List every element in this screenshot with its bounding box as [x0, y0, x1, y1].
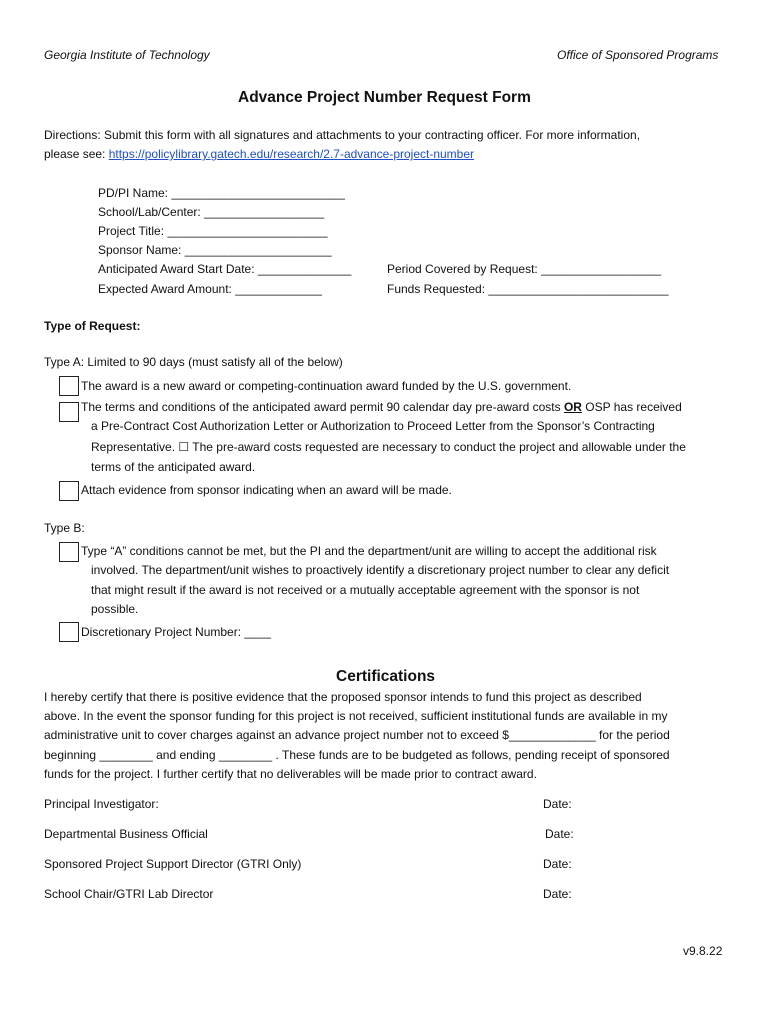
pi-name-field[interactable]: PD/PI Name: __________________________: [98, 186, 345, 200]
type-b-heading: Type B:: [44, 521, 85, 535]
certification-line4: beginning ________ and ending ________ . These funds are to be budgeted as follows, pending receipt of sponsored: [44, 748, 670, 762]
type-a-item-2-line3: Representative. ☐ The pre-award costs requested are necessary to conduct the project and allowable under the: [91, 440, 686, 454]
type-a-item-2-line2: a Pre-Contract Cost Authorization Letter or Authorization to Proceed Letter from the Sponsor’s Contracting: [91, 419, 655, 433]
signature-date-gtri: Date:: [543, 857, 572, 871]
directions-prefix: please see:: [44, 147, 109, 161]
type-a-checkbox-3[interactable]: [59, 481, 79, 501]
signature-label-pi: Principal Investigator:: [44, 797, 159, 811]
award-amount-field[interactable]: Expected Award Amount: _____________: [98, 282, 322, 296]
or-emphasis: OR: [563, 400, 582, 414]
version-label: v9.8.22: [683, 944, 723, 958]
type-b-checkbox-1[interactable]: [59, 542, 79, 562]
period-covered-field[interactable]: Period Covered by Request: __________________: [387, 262, 662, 276]
signature-label-dbo: Departmental Business Official: [44, 827, 208, 841]
type-a-heading: Type A: Limited to 90 days (must satisfy all of the below): [44, 355, 343, 369]
start-date-field[interactable]: Anticipated Award Start Date: ______________: [98, 262, 352, 276]
school-field[interactable]: School/Lab/Center: __________________: [98, 205, 325, 219]
certifications-title: Certifications: [336, 668, 436, 685]
sponsor-name-field[interactable]: Sponsor Name: ______________________: [98, 243, 332, 257]
signature-label-chair: School Chair/GTRI Lab Director: [44, 887, 214, 901]
directions-line1: Directions: Submit this form with all signatures and attachments to your contracting officer. For more information,: [44, 128, 641, 142]
certification-line1: I hereby certify that there is positive evidence that the proposed sponsor intends to fund this project as described: [44, 690, 642, 704]
type-a-item-2-line4: terms of the anticipated award.: [91, 460, 256, 474]
signature-date-pi: Date:: [543, 797, 572, 811]
type-b-checkbox-2[interactable]: [59, 622, 79, 642]
header-office: Office of Sponsored Programs: [557, 48, 719, 62]
type-a-item-3: Attach evidence from sponsor indicating when an award will be made.: [81, 483, 452, 497]
signature-date-chair: Date:: [543, 887, 572, 901]
type-b-item-1-line4: possible.: [91, 602, 139, 616]
discretionary-project-number[interactable]: Discretionary Project Number: ____: [81, 625, 272, 639]
type-b-item-1-line2: involved. The department/unit wishes to proactively identify a discretionary project number to clear any deficit: [91, 563, 670, 577]
directions-line2: [44, 147, 474, 161]
form-title: Advance Project Number Request Form: [238, 89, 531, 106]
type-b-item-1-line3: that might result if the award is not received or a mutually acceptable agreement with the sponsor is not: [91, 583, 640, 597]
type-a-item-2-text-b: OSP has received: [581, 400, 682, 414]
type-a-item-2-line1: [81, 400, 682, 414]
type-a-checkbox-2[interactable]: [59, 402, 79, 422]
funds-requested-field[interactable]: Funds Requested: ___________________________: [387, 282, 669, 296]
project-title-field[interactable]: Project Title: ________________________: [98, 224, 328, 238]
type-b-item-1-line1: Type “A” conditions cannot be met, but the PI and the department/unit are willing to accept the additional risk: [81, 544, 657, 558]
type-a-item-2-text-a: The terms and conditions of the anticipated award permit 90 calendar day pre-award costs: [81, 400, 564, 414]
certification-line5: funds for the project. I further certify that no deliverables will be made prior to contract award.: [44, 767, 537, 781]
policy-link[interactable]: https://policylibrary.gatech.edu/research/2.7-advance-project-number: [108, 147, 475, 161]
certification-line3: administrative unit to cover charges against an advance project number not to exceed $_____________ for the period: [44, 728, 670, 742]
type-a-item-1: The award is a new award or competing-continuation award funded by the U.S. government.: [81, 379, 572, 393]
type-of-request-heading: Type of Request:: [44, 319, 141, 333]
signature-date-dbo: Date:: [545, 827, 574, 841]
header-institution: Georgia Institute of Technology: [44, 48, 210, 62]
signature-label-gtri: Sponsored Project Support Director (GTRI Only): [44, 857, 302, 871]
type-a-checkbox-1[interactable]: [59, 376, 79, 396]
certification-line2: above. In the event the sponsor funding for this project is not received, sufficient institutional funds are available in my: [44, 709, 668, 723]
